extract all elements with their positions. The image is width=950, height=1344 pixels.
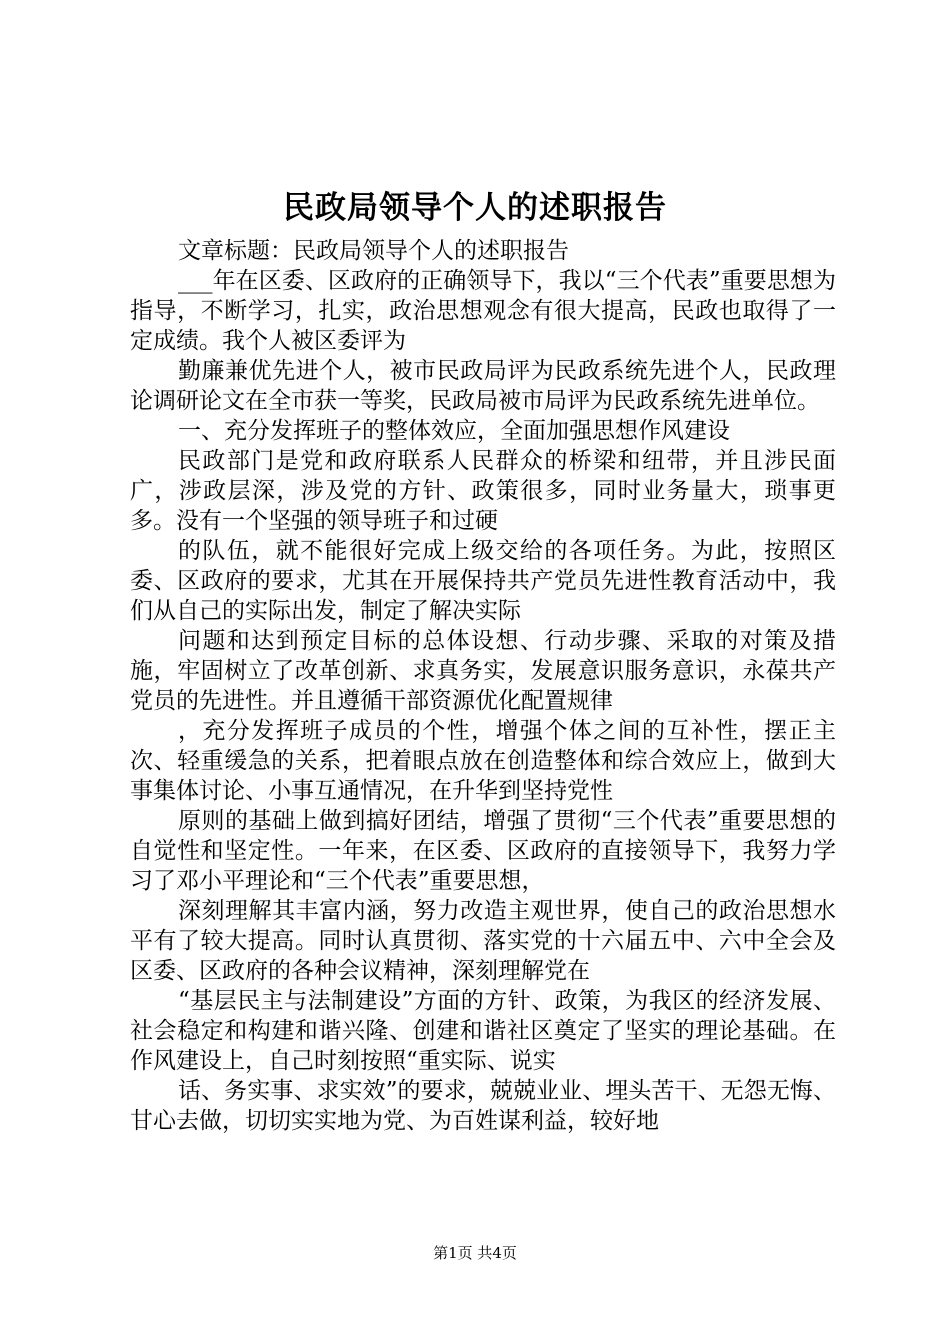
paragraph: 问题和达到预定目标的总体设想、行动步骤、采取的对策及措施，牢固树立了改革创新、求真务实，发展意识服务意识，永葆共产党员的先进性。并且遵循干部资源优化配置规律: [130, 628, 836, 714]
paragraph: ，充分发挥班子成员的个性，增强个体之间的互补性，摆正主次、轻重缓急的关系，把着眼点放在创造整体和综合效应上，做到大事集体讨论、小事互通情况，在升华到坚持党性: [130, 718, 836, 804]
paragraph: ___年在区委、区政府的正确领导下，我以“三个代表”重要思想为指导，不断学习，扎实，政治思想观念有很大提高，民政也取得了一定成绩。我个人被区委评为: [130, 268, 836, 354]
paragraph: 话、务实事、求实效”的要求，兢兢业业、埋头苦干、无怨无悔、甘心去做，切切实实地为党、为百姓谋利益，较好地: [130, 1078, 836, 1134]
paragraph: 民政部门是党和政府联系人民群众的桥梁和纽带，并且涉民面广，涉政层深，涉及党的方针、政策很多，同时业务量大，琐事更多。没有一个坚强的领导班子和过硬: [130, 448, 836, 534]
section-heading: 一、充分发挥班子的整体效应，全面加强思想作风建设: [178, 418, 730, 444]
page-footer: 第1页 共4页: [433, 1244, 517, 1262]
paragraph: 文章标题：民政局领导个人的述职报告: [178, 238, 569, 264]
paragraph: 原则的基础上做到搞好团结，增强了贯彻“三个代表”重要思想的自觉性和坚定性。一年来，在区委、区政府的直接领导下，我努力学习了邓小平理论和“三个代表”重要思想，: [130, 808, 836, 894]
document-body: [130, 236, 836, 1136]
paragraph: 的队伍，就不能很好完成上级交给的各项任务。为此，按照区委、区政府的要求，尤其在开展保持共产党员先进性教育活动中，我们从自己的实际出发，制定了解决实际: [130, 538, 836, 624]
document-title: 民政局领导个人的述职报告: [283, 190, 667, 226]
paragraph: 勤廉兼优先进个人，被市民政局评为民政系统先进个人，民政理论调研论文在全市获一等奖，民政局被市局评为民政系统先进单位。: [130, 358, 836, 414]
paragraph: 深刻理解其丰富内涵，努力改造主观世界，使自己的政治思想水平有了较大提高。同时认真贯彻、落实党的十六届五中、六中全会及区委、区政府的各种会议精神，深刻理解党在: [130, 898, 836, 984]
paragraph: “基层民主与法制建设”方面的方针、政策，为我区的经济发展、社会稳定和构建和谐兴隆、创建和谐社区奠定了坚实的理论基础。在作风建设上，自己时刻按照“重实际、说实: [130, 988, 836, 1074]
